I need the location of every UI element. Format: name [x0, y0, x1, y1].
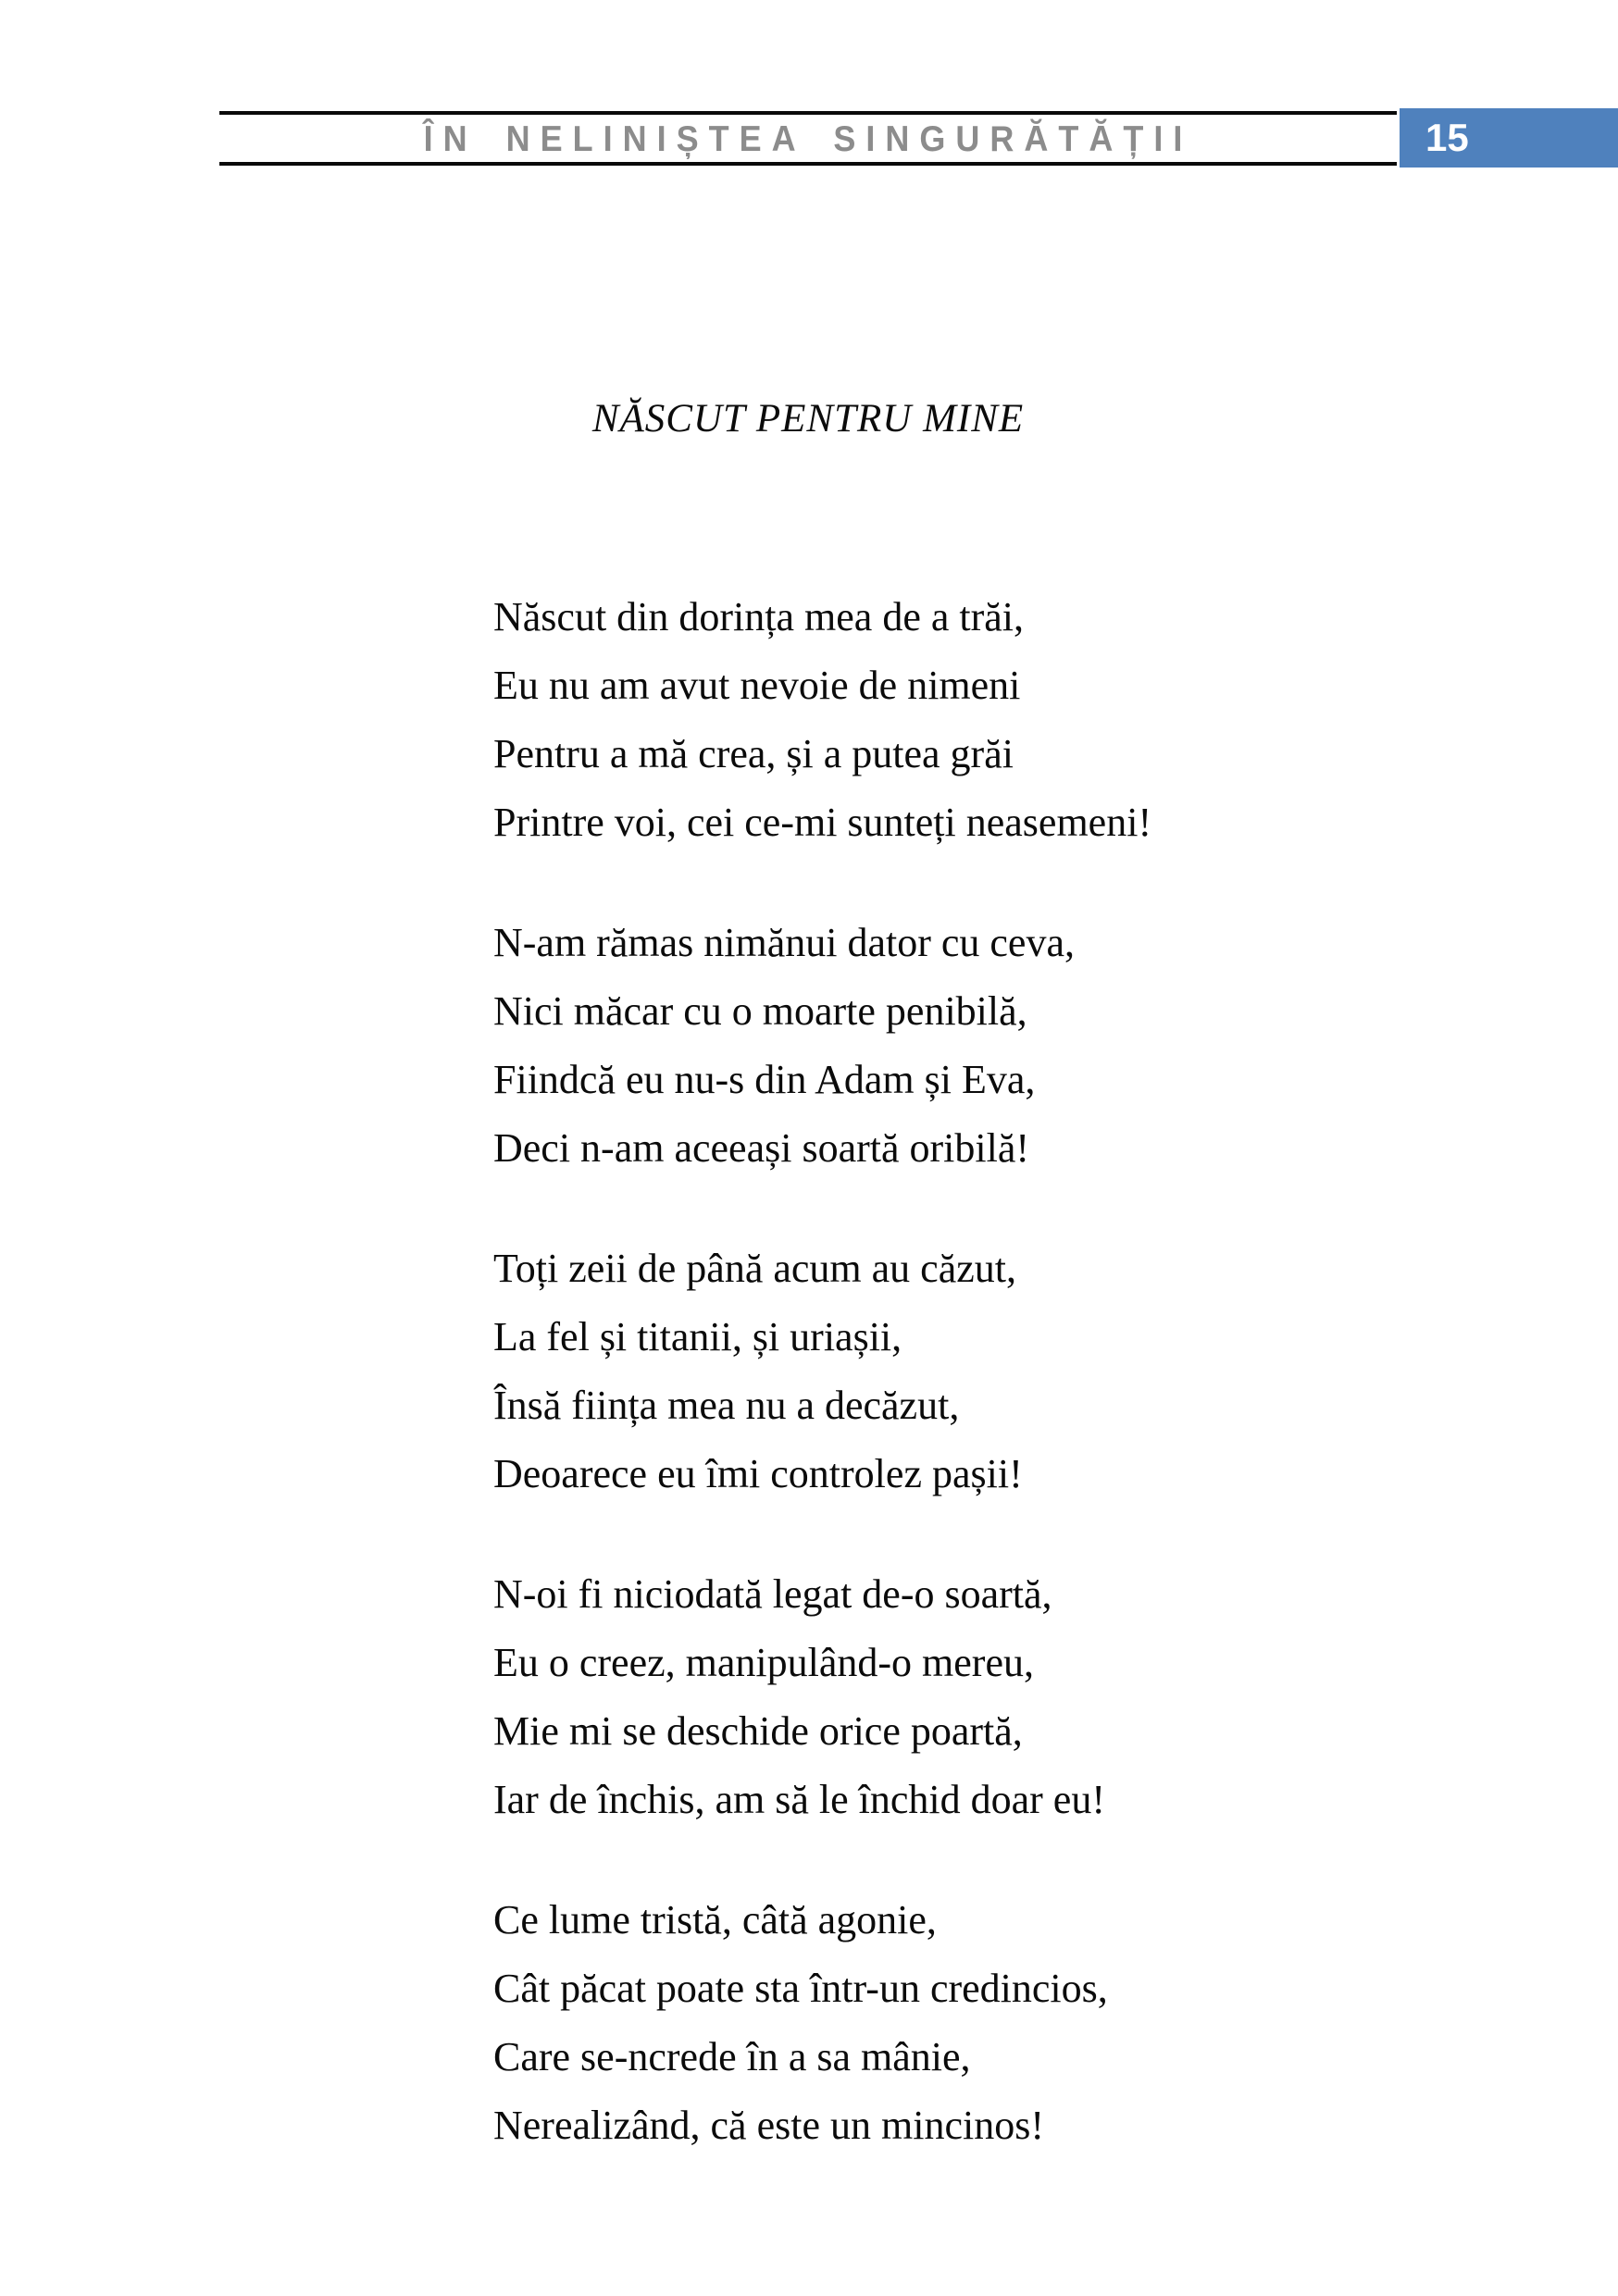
poem-line: Iar de închis, am să le închid doar eu! [493, 1777, 1105, 1822]
poem-line: Printre voi, cei ce-mi sunteți neasemeni! [493, 800, 1152, 845]
poem-line: Eu o creez, manipulând-o mereu, [493, 1640, 1034, 1685]
stanza [493, 1560, 1512, 1834]
poem-line: Eu nu am avut nevoie de nimeni [493, 663, 1021, 708]
running-header-title: ÎN NELINIȘTEA SINGURĂTĂȚII [423, 117, 1193, 159]
poem-title: NĂSCUT PENTRU MINE [591, 397, 1025, 441]
running-header [219, 111, 1397, 166]
poem-line: Mie mi se deschide orice poartă, [493, 1708, 1023, 1754]
page-number: 15 [1425, 116, 1469, 159]
poem-line: Cât păcat poate sta într-un credincios, [493, 1966, 1108, 2011]
stanza [493, 583, 1512, 857]
poem-line: Toți zeii de până acum au căzut, [493, 1246, 1016, 1291]
poem-line: Ce lume tristă, câtă agonie, [493, 1897, 937, 1942]
poem-line: Fiindcă eu nu-s din Adam și Eva, [493, 1057, 1036, 1102]
poem-line: N-am rămas nimănui dator cu ceva, [493, 920, 1075, 965]
poem-line: Pentru a mă crea, și a putea grăi [493, 731, 1014, 776]
poem-body [493, 583, 1512, 2160]
poem-line: Deoarece eu îmi controlez pașii! [493, 1451, 1023, 1496]
stanza [493, 1235, 1512, 1508]
stanza [493, 1886, 1512, 2160]
poem-line: N-oi fi niciodată legat de-o soartă, [493, 1571, 1052, 1617]
poem-line: Care se-ncrede în a sa mânie, [493, 2034, 971, 2079]
poem-line: Nici măcar cu o moarte penibilă, [493, 988, 1027, 1034]
stanza [493, 909, 1512, 1183]
page-number-tab [1400, 108, 1618, 168]
poem-line: La fel și titanii, și uriașii, [493, 1314, 902, 1359]
poem-line: Însă ființa mea nu a decăzut, [493, 1383, 960, 1428]
poem-line: Născut din dorința mea de a trăi, [493, 594, 1025, 639]
poem-line: Nerealizând, că este un mincinos! [493, 2103, 1044, 2148]
poem-line: Deci n-am aceeași soartă oribilă! [493, 1125, 1030, 1171]
